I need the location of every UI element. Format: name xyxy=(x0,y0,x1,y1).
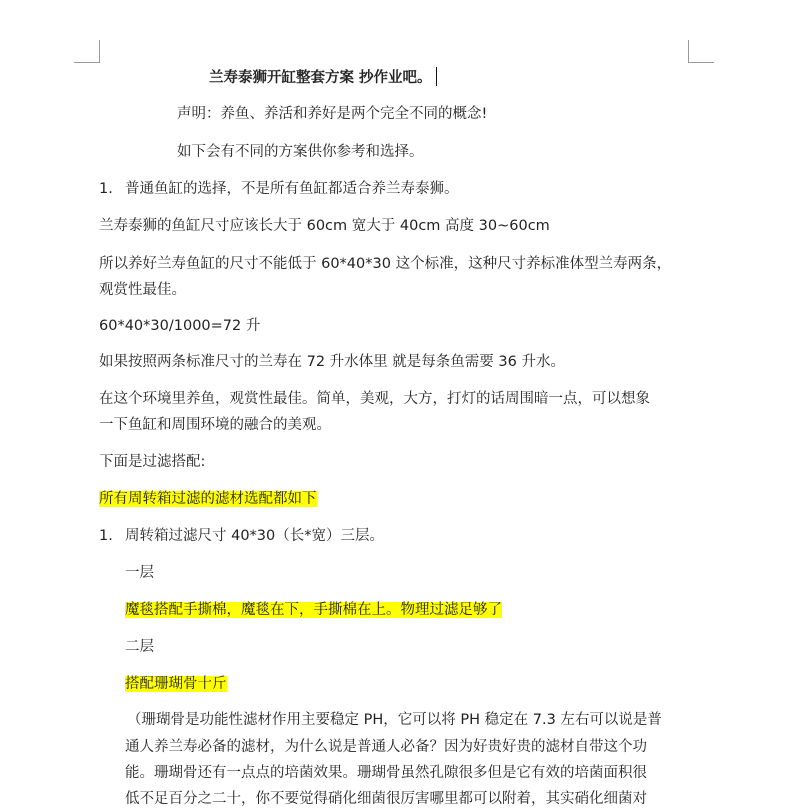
margin-corner-top-right xyxy=(688,62,714,63)
list-item-filter-size xyxy=(99,526,384,546)
paragraph-layer-two-detail xyxy=(125,674,227,694)
margin-corner-top-left xyxy=(74,62,100,63)
paragraph-layer-one-detail xyxy=(125,600,502,620)
paragraph-coral-bone-3: 能。珊瑚骨还有一点点的培菌效果。珊瑚骨虽然孔隙很多但是它有效的培菌面积很 xyxy=(125,765,647,781)
document-title[interactable] xyxy=(209,67,437,88)
list-item-text: 普通鱼缸的选择，不是所有鱼缸都适合养兰寿泰狮。 xyxy=(125,181,459,197)
paragraph-highlight-media xyxy=(99,489,317,509)
paragraph-water-per-fish: 如果按照两条标准尺寸的兰寿在 72 升水体里 就是每条鱼需要 36 升水。 xyxy=(99,354,565,370)
highlighted-text: 搭配珊瑚骨十斤 xyxy=(125,676,227,692)
paragraph-size-standard: 所以养好兰寿鱼缸的尺寸不能低于 60*40*30 这个标准，这种尺寸养标准体型兰寿两条， xyxy=(99,256,672,272)
paragraph-layer-two: 二层 xyxy=(125,639,154,655)
list-marker: 1. xyxy=(99,181,113,197)
paragraph-environment-cont: 一下鱼缸和周围环境的融合的美观。 xyxy=(99,417,331,433)
paragraph-coral-bone-2: 通人养兰寿必备的滤材，为什么说是普通人必备？因为好贵好贵的滤材自带这个功 xyxy=(125,739,647,755)
paragraph-volume-formula: 60*40*30/1000=72 升 xyxy=(99,318,261,334)
paragraph-coral-bone-4: 低不足百分之二十，你不要觉得硝化细菌很厉害哪里都可以附着，其实硝化细菌对 xyxy=(125,791,647,807)
list-marker: 1. xyxy=(99,528,113,544)
list-item-text: 周转箱过滤尺寸 40*30（长*宽）三层。 xyxy=(125,528,385,544)
margin-corner-top-left-vertical xyxy=(99,40,100,63)
paragraph-size-standard-cont: 观赏性最佳。 xyxy=(99,282,186,298)
margin-corner-top-right-vertical xyxy=(688,40,689,63)
text-cursor xyxy=(436,67,437,86)
highlighted-text: 魔毯搭配手撕棉，魔毯在下，手撕棉在上。物理过滤足够了 xyxy=(125,602,502,618)
paragraph-layer-one: 一层 xyxy=(125,565,154,581)
paragraph-disclaimer: 声明：养鱼、养活和养好是两个完全不同的概念! xyxy=(177,106,488,122)
highlighted-text: 所有周转箱过滤的滤材选配都如下 xyxy=(99,491,317,507)
list-item-tank-choice xyxy=(99,179,459,199)
paragraph-tank-size: 兰寿泰狮的鱼缸尺寸应该长大于 60cm 宽大于 40cm 高度 30~60cm xyxy=(99,218,550,234)
paragraph-environment: 在这个环境里养鱼，观赏性最佳。简单，美观，大方，打灯的话周围暗一点，可以想象 xyxy=(99,391,650,407)
title-text: 兰寿泰狮开缸整套方案 抄作业吧。 xyxy=(209,70,432,86)
paragraph-intro: 如下会有不同的方案供你参考和选择。 xyxy=(177,144,424,160)
paragraph-filter-heading: 下面是过滤搭配: xyxy=(99,454,206,470)
paragraph-coral-bone-1: （珊瑚骨是功能性滤材作用主要稳定 PH，它可以将 PH 稳定在 7.3 左右可以说是普 xyxy=(127,712,662,728)
